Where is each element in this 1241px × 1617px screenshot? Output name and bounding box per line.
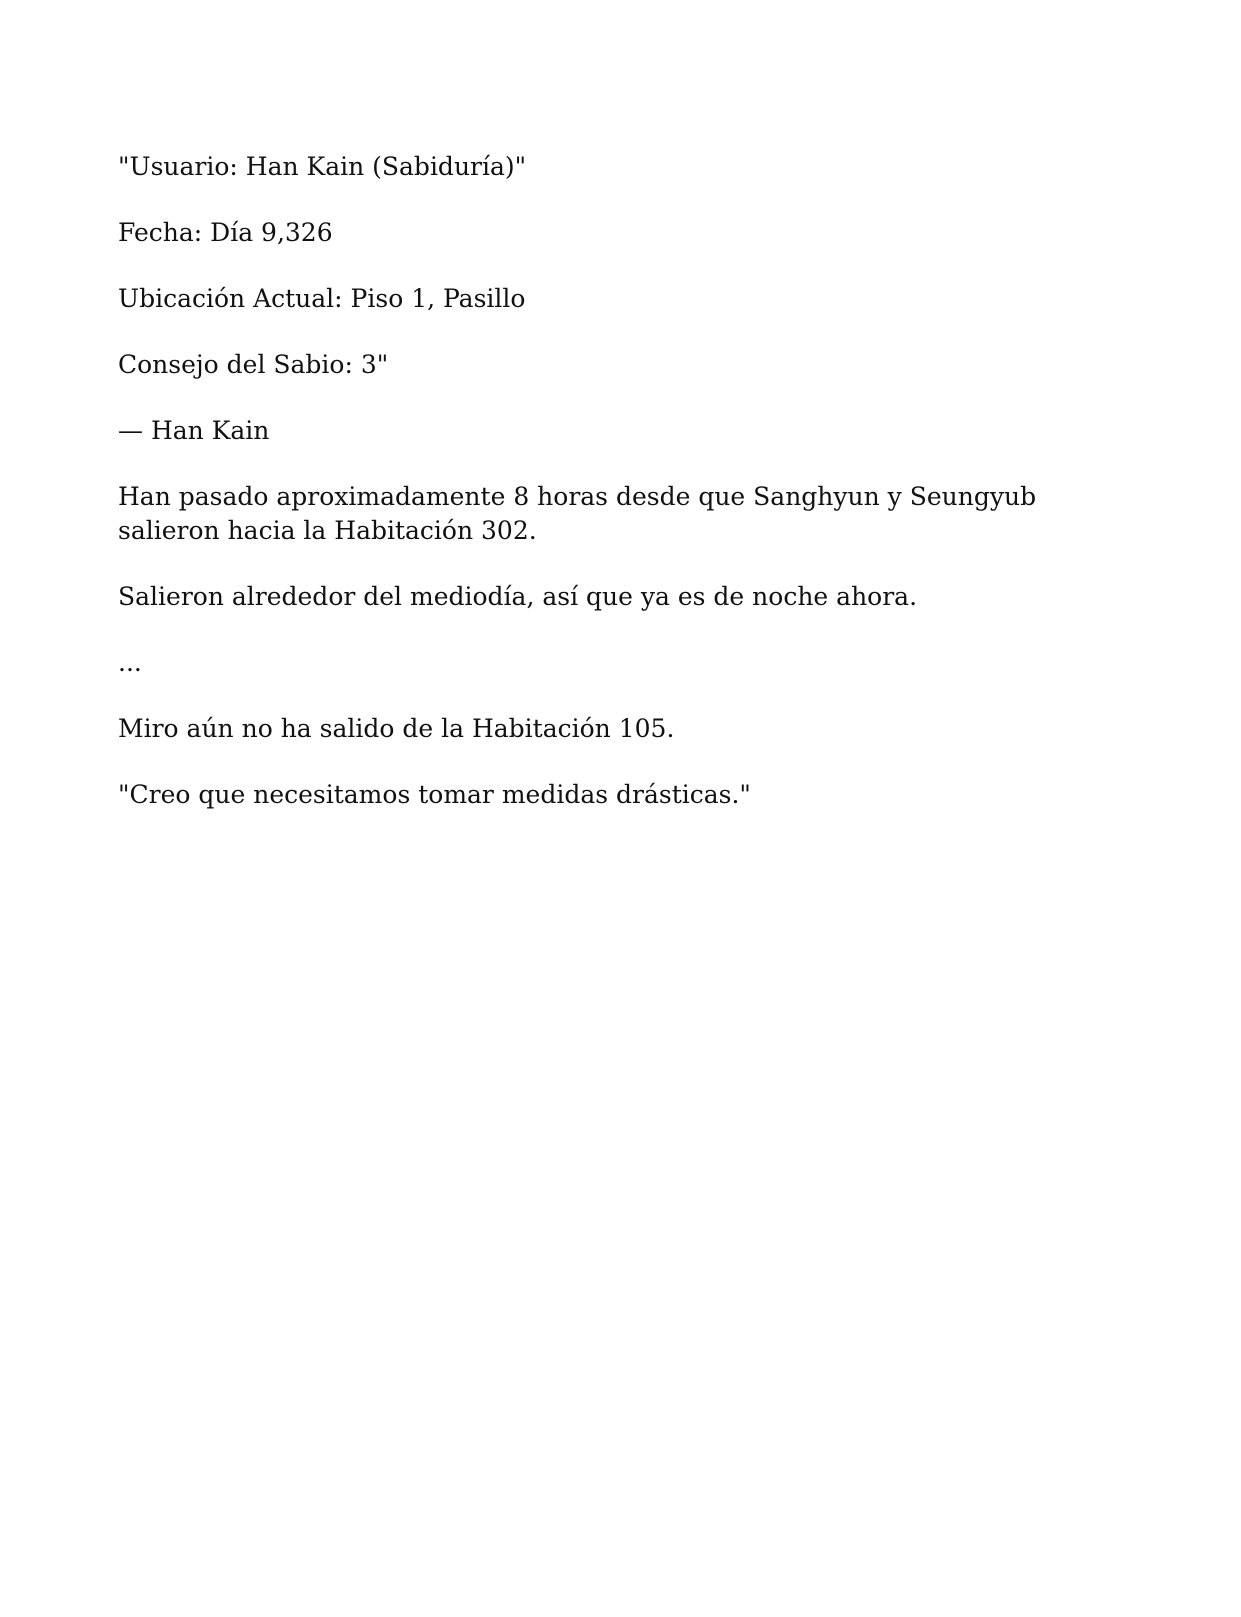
date-line: Fecha: Día 9,326 xyxy=(118,218,333,247)
paragraph: Miro aún no ha salido de la Habitación 105. xyxy=(118,714,675,743)
document-body xyxy=(118,150,1128,844)
ellipsis-line: ... xyxy=(118,648,142,677)
sage-advice-line: Consejo del Sabio: 3" xyxy=(118,350,389,379)
location-line: Ubicación Actual: Piso 1, Pasillo xyxy=(118,284,526,313)
user-line: "Usuario: Han Kain (Sabiduría)" xyxy=(118,152,527,181)
paragraph: Han pasado aproximadamente 8 horas desde que Sanghyun y Seungyub salieron hacia la Habitación 302. xyxy=(118,482,1045,545)
quote-line: "Creo que necesitamos tomar medidas drásticas." xyxy=(118,780,751,809)
paragraph: Salieron alrededor del mediodía, así que ya es de noche ahora. xyxy=(118,582,918,611)
signature-line: — Han Kain xyxy=(118,416,270,445)
